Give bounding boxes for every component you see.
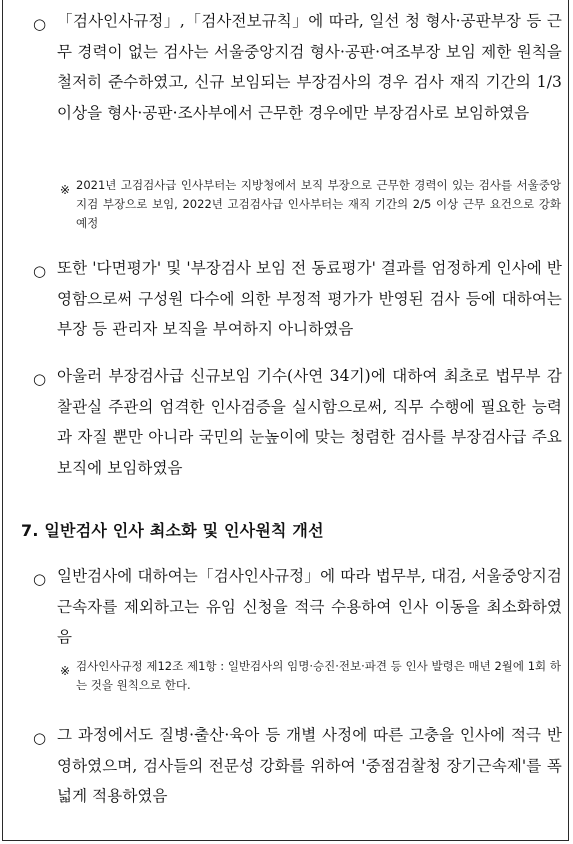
bullet-marker: ○ [33,370,47,388]
bullet-marker: ○ [33,15,47,33]
paragraph-grievance-and-long-term-service: 그 과정에서도 질병·출산·육아 등 개별 사정에 따른 고충을 인사에 적극 반영하였으며, 검사들의 전문성 강화를 위하여 '중점검찰청 장기근속제'를 폭넓게 적용하였음 [57,726,562,805]
note-2021-high-prosecutor-personnel: 2021년 고검검사급 인사부터는 지방청에서 보직 부장으로 근무한 경력이 있는 검사를 서울중앙지검 부장으로 보임, 2022년 고검검사급 인사부터는 재직 기간의 2/5 이상 근무 요건으로 강화 예정 [76,178,561,230]
paragraph-prosecutor-personnel-rules: 「검사인사규정」,「검사전보규칙」에 따라, 일선 청 형사·공판부장 등 근무 경력이 없는 검사는 서울중앙지검 형사·공판·여조부장 보임 제한 원칙을 철저히 준수하였고, 신규 보임되는 부장검사의 경우 검사 재직 기간의 1/3 이상을 형사·공판·조사부에서 근무한 경우에만 부장검사로 보임하였음 [57,12,562,122]
bullet-marker: ○ [33,729,47,747]
section-heading-7: 7. 일반검사 인사 최소화 및 인사원칙 개선 [21,521,324,540]
paragraph-personnel-verification: 아울러 부장검사급 신규보임 기수(사연 34기)에 대하여 최초로 법무부 감찰관실 주관의 엄격한 인사검증을 실시함으로써, 직무 수행에 필요한 능력과 자질 뿐만 아니라 국민의 눈높이에 맞는 청렴한 검사를 부장검사급 주요 보직에 보임하였음 [57,367,562,477]
note-marker: ※ [60,183,71,197]
paragraph-general-prosecutor-transfers: 일반검사에 대하여는「검사인사규정」에 따라 법무부, 대검, 서울중앙지검 근속자를 제외하고는 유임 신청을 적극 수용하여 인사 이동을 최소화하였음 [57,567,562,646]
bullet-marker: ○ [33,570,47,588]
bullet-marker: ○ [33,262,47,280]
note-personnel-rule-article-12: 검사인사규정 제12조 제1항 : 일반검사의 임명·승진·전보·파견 등 인사 발령은 매년 2월에 1회 하는 것을 원칙으로 한다. [76,659,561,692]
note-marker: ※ [60,664,71,678]
paragraph-multi-rater-evaluation: 또한 '다면평가' 및 '부장검사 보임 전 동료평가' 결과를 엄정하게 인사에 반영함으로써 구성원 다수에 의한 부정적 평가가 반영된 검사 등에 대하여는 부장 등 관리자 보직을 부여하지 아니하였음 [57,259,562,338]
